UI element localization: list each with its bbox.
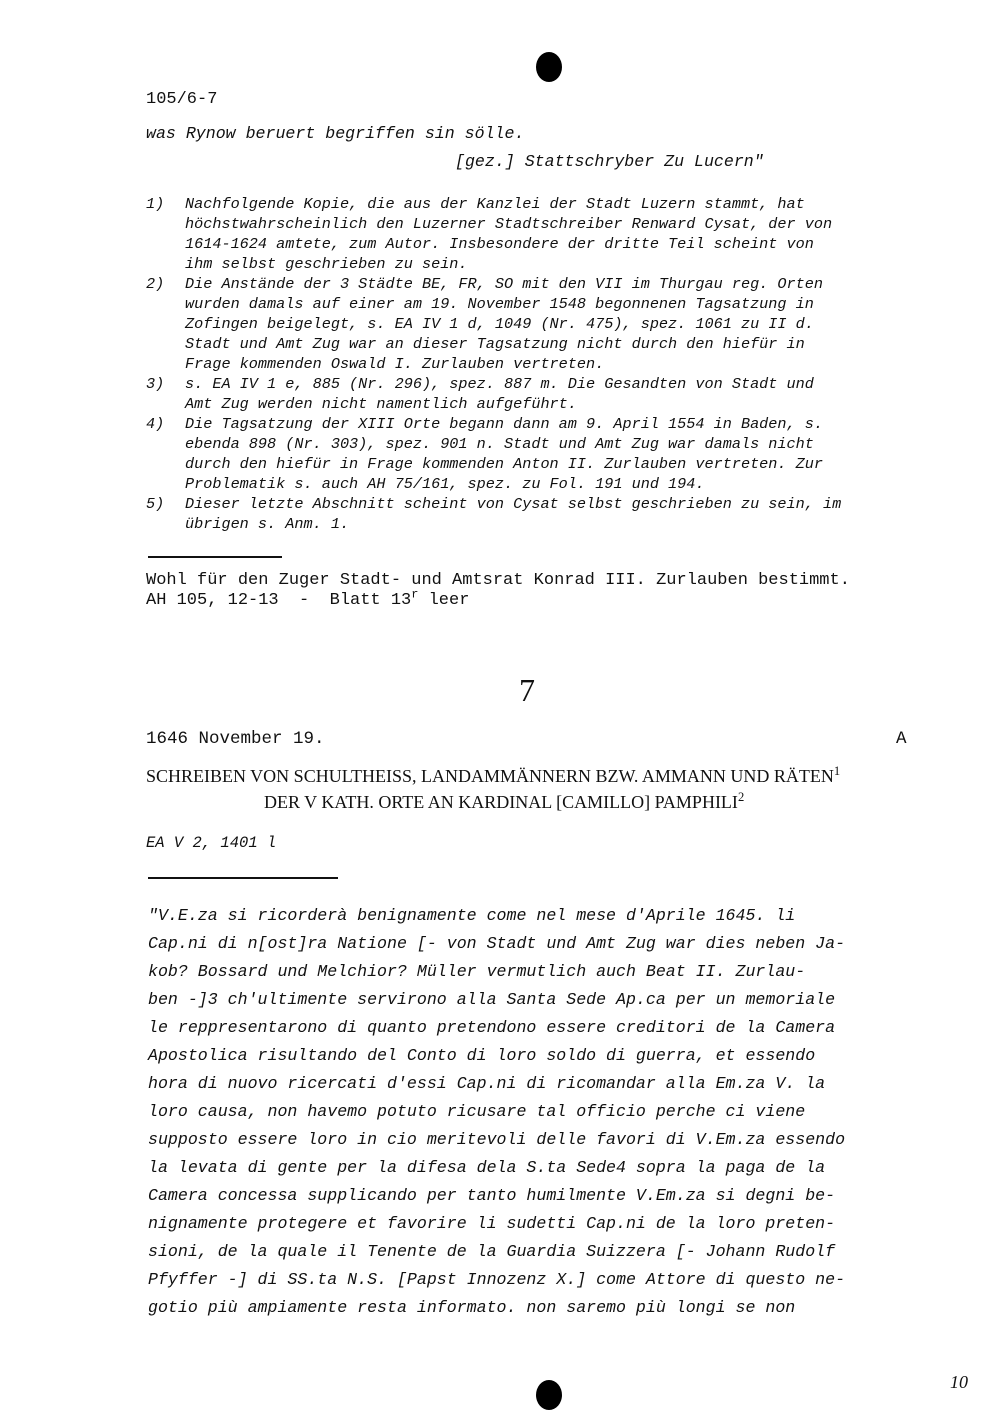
letter-line: ben -]3 ch'ultimente servirono alla Santa Sede Ap.ca per un memoriale <box>148 990 836 1009</box>
footnote-line: Die Tagsatzung der XIII Orte begann dann am 9. April 1554 in Baden, s. <box>185 415 823 433</box>
folio-side: r <box>411 587 419 602</box>
footnote-line: Problematik s. auch AH 75/161, spez. zu Fol. 191 und 194. <box>185 475 705 493</box>
letter-line: loro causa, non havemo potuto ricusare tal officio perche ci viene <box>148 1102 806 1121</box>
title-text: DER V KATH. ORTE AN KARDINAL [CAMILLO] PAMPHILI <box>264 792 738 812</box>
letter-line: sioni, de la quale il Tenente de la Guardia Suizzera [- Johann Rudolf <box>148 1242 836 1261</box>
letter-line: le reppresentarono di quanto pretendono essere creditori de la Camera <box>148 1018 836 1037</box>
archive-remark: leer <box>418 591 470 610</box>
footnote-number: 2) <box>146 275 165 293</box>
letter-line: hora di nuovo ricercati d'essi Cap.ni di ricomandar alla Em.za V. la <box>148 1074 826 1093</box>
footnote-line: Nachfolgende Kopie, die aus der Kanzlei der Stadt Luzern stammt, hat <box>185 195 805 213</box>
separator-rule <box>148 877 338 879</box>
footnote-line: Die Anstände der 3 Städte BE, FR, SO mit den VII im Thurgau reg. Orten <box>185 275 823 293</box>
footnote-number: 3) <box>146 375 165 393</box>
footnote-line: Frage kommenden Oswald I. Zurlauben vertreten. <box>185 355 605 373</box>
footnote-line: ebenda 898 (Nr. 303), spez. 901 n. Stadt und Amt Zug war damals nicht <box>185 435 814 453</box>
footnote-line: wurden damals auf einer am 19. November 1548 begonnenen Tagsatzung in <box>185 295 814 313</box>
page-reference: 105/6-7 <box>146 90 218 109</box>
footnote-line: 1614-1624 amtete, zum Autor. Insbesondere der dritte Teil scheint von <box>185 235 814 253</box>
entry-title-line1 <box>146 766 840 787</box>
title-text: SCHREIBEN VON SCHULTHEISS, LANDAMMÄNNERN BZW. AMMANN UND RÄTEN <box>146 766 834 786</box>
entry-title-line2 <box>264 792 744 813</box>
footnote-number: 1) <box>146 195 165 213</box>
footnote-line: höchstwahrscheinlich den Luzerner Stadtschreiber Renward Cysat, der von <box>185 215 833 233</box>
letter-line: "V.E.za si ricorderà benignamente come nel mese d'Aprile 1645. li <box>148 906 796 925</box>
letter-line: supposto essere loro in cio meritevoli delle favori di V.Em.za essendo <box>148 1130 846 1149</box>
intro-line: was Rynow beruert begriffen sin sölle. <box>146 124 525 143</box>
addressee-note-line1: Wohl für den Zuger Stadt- und Amtsrat Konrad III. Zurlauben bestimmt. <box>146 571 850 590</box>
footnote-line: Dieser letzte Abschnitt scheint von Cysat selbst geschrieben zu sein, im <box>185 495 842 513</box>
footnote-line: Amt Zug werden nicht namentlich aufgeführt. <box>185 395 577 413</box>
signature: [gez.] Stattschryber Zu Lucern" <box>455 152 764 171</box>
footnote-line: durch den hiefür in Frage kommenden Anton II. Zurlauben vertreten. Zur <box>185 455 823 473</box>
title-footnote-ref: 2 <box>737 790 745 805</box>
separator-rule <box>148 556 282 558</box>
footnote-line: Zofingen beigelegt, s. EA IV 1 d, 1049 (Nr. 475), spez. 1061 zu II d. <box>185 315 814 333</box>
archive-reference: AH 105, 12-13 - Blatt 13 <box>146 591 412 610</box>
addressee-note-line2 <box>146 587 470 610</box>
entry-category: A <box>896 729 907 749</box>
title-footnote-ref: 1 <box>833 764 841 779</box>
letter-line: Apostolica risultando del Conto di loro soldo di guerra, et essendo <box>148 1046 816 1065</box>
letter-line: kob? Bossard und Melchior? Müller vermutlich auch Beat II. Zurlau- <box>148 962 806 981</box>
letter-line: Pfyffer -] di SS.ta N.S. [Papst Innozenz X.] come Attore di questo ne- <box>148 1270 846 1289</box>
punch-hole-top <box>536 52 562 82</box>
letter-line: gotio più ampiamente resta informato. non saremo più longi se non <box>148 1298 796 1317</box>
footnote-line: übrigen s. Anm. 1. <box>185 515 350 533</box>
entry-reference: EA V 2, 1401 l <box>146 834 277 852</box>
footnote-line: s. EA IV 1 e, 885 (Nr. 296), spez. 887 m. Die Gesandten von Stadt und <box>185 375 814 393</box>
letter-line: nignamente protegere et favorire li sudetti Cap.ni de la loro preten- <box>148 1214 836 1233</box>
footnote-number: 4) <box>146 415 165 433</box>
document-number: 7 <box>519 672 535 708</box>
letter-line: Cap.ni di n[ost]ra Natione [- von Stadt und Amt Zug war dies neben Ja- <box>148 934 846 953</box>
footnote-line: Stadt und Amt Zug war an dieser Tagsatzung nicht durch den hiefür in <box>185 335 805 353</box>
entry-date: 1646 November 19. <box>146 729 325 749</box>
footnote-number: 5) <box>146 495 165 513</box>
letter-line: la levata di gente per la difesa dela S.ta Sede4 sopra la paga de la <box>148 1158 826 1177</box>
footnote-line: ihm selbst geschrieben zu sein. <box>185 255 468 273</box>
letter-line: Camera concessa supplicando per tanto humilmente V.Em.za si degni be- <box>148 1186 836 1205</box>
handwritten-page-mark: 10 <box>950 1372 968 1392</box>
